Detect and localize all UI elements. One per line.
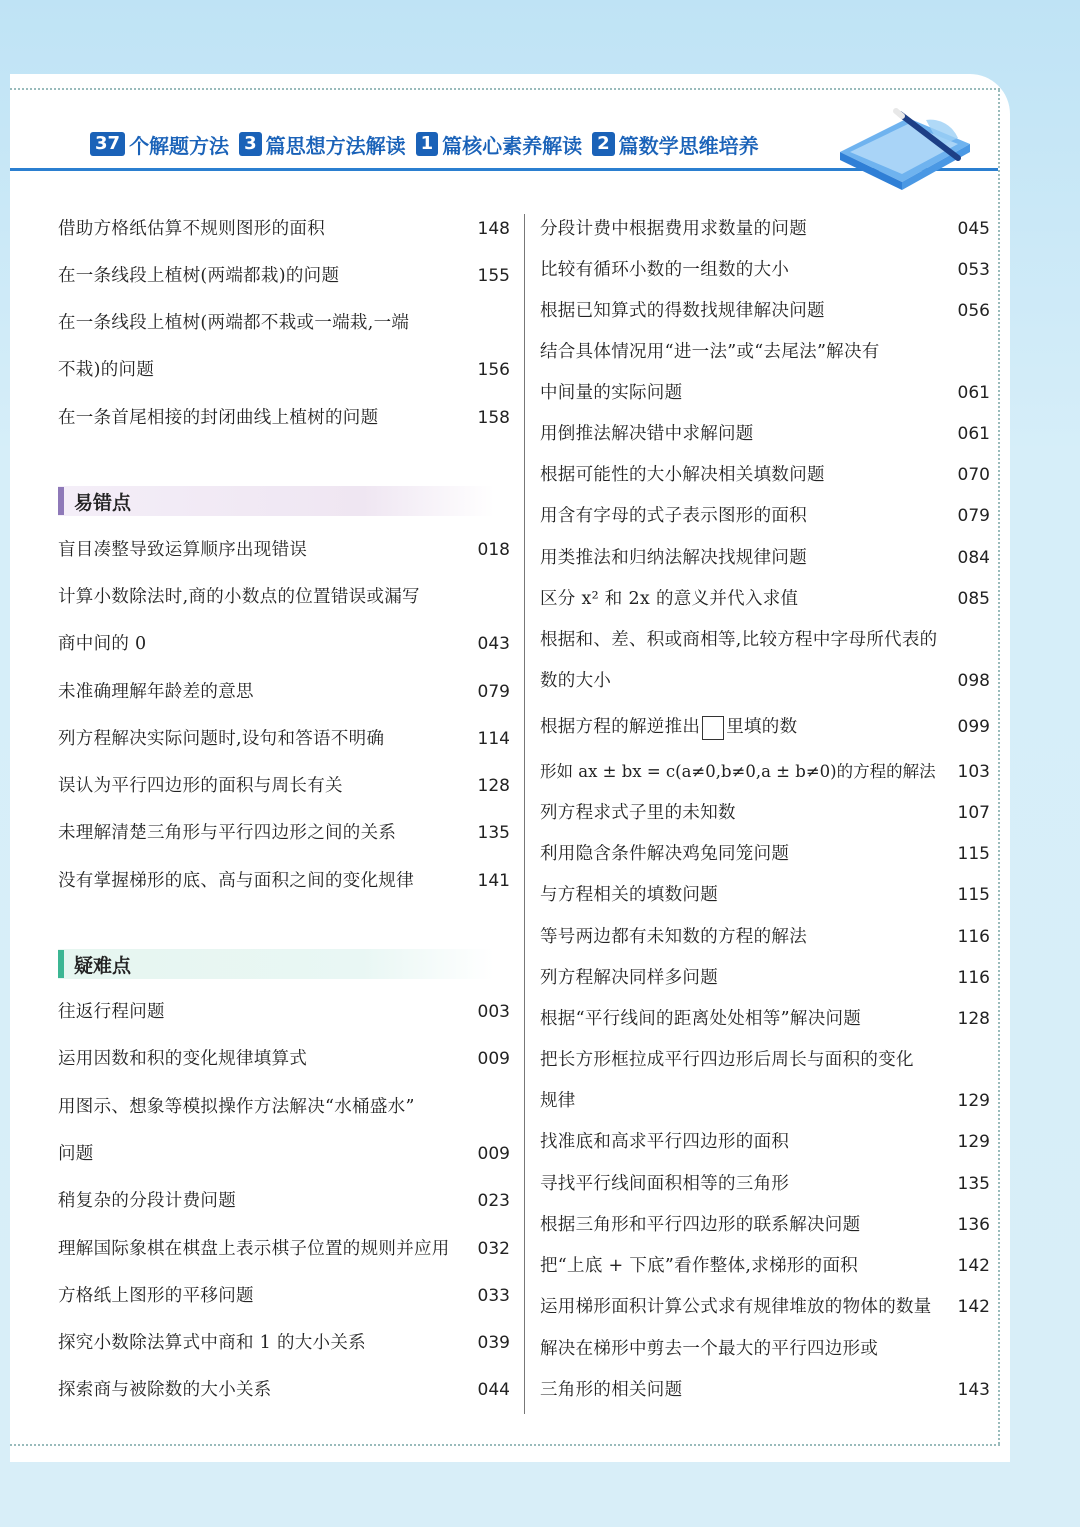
toc-entry[interactable]: [540, 503, 990, 529]
toc-entry[interactable]: [540, 1088, 990, 1114]
toc-entry[interactable]: [540, 882, 990, 908]
banner-text: 篇思想方法解读: [265, 133, 406, 158]
entry-page: 099: [957, 717, 990, 737]
banner-item-methods: [90, 130, 229, 159]
toc-entry[interactable]: [540, 800, 990, 826]
entry-page: 142: [957, 1297, 990, 1317]
entry-page: 114: [477, 729, 510, 749]
entry-page: 128: [477, 776, 510, 796]
entry-title: 把“上底 + 下底”看作整体,求梯形的面积: [540, 1256, 859, 1276]
entry-page: 135: [957, 1174, 990, 1194]
entry-page: 085: [957, 589, 990, 609]
section-title: 疑难点: [74, 954, 132, 977]
toc-entry[interactable]: [58, 1188, 510, 1214]
toc-entry[interactable]: [540, 1006, 990, 1032]
entry-title: 未准确理解年龄差的意思: [58, 682, 254, 702]
section-header-difficult-points: [58, 949, 494, 979]
entry-page: 003: [477, 1002, 510, 1022]
entry-page: 070: [957, 465, 990, 485]
toc-entry[interactable]: [540, 586, 990, 612]
toc-entry[interactable]: [540, 545, 990, 571]
entry-page: 009: [477, 1049, 510, 1069]
entry-page: 129: [957, 1132, 990, 1152]
toc-entry[interactable]: [58, 310, 510, 336]
banner-number: 37: [90, 132, 125, 156]
entry-title: 理解国际象棋在棋盘上表示棋子位置的规则并应用: [58, 1239, 450, 1259]
entry-title: 没有掌握梯形的底、高与面积之间的变化规律: [58, 871, 414, 891]
banner-number: 1: [416, 132, 439, 156]
entry-page: 032: [477, 1239, 510, 1259]
entry-title: 根据“平行线间的距离处处相等”解决问题: [540, 1009, 862, 1029]
entry-title: 运用梯形面积计算公式求有规律堆放的物体的数量: [540, 1297, 932, 1317]
entry-title: 用类推法和归纳法解决找规律问题: [540, 548, 807, 568]
banner-text: 篇数学思维培养: [618, 133, 759, 158]
dotted-border-bottom: [10, 1444, 1000, 1446]
entry-title: 把长方形框拉成平行四边形后周长与面积的变化: [540, 1050, 914, 1070]
entry-title: 稍复杂的分段计费问题: [58, 1191, 236, 1211]
entry-page: 043: [477, 634, 510, 654]
entry-title: 计算小数除法时,商的小数点的位置错误或漏写: [58, 587, 420, 607]
toc-entry[interactable]: [540, 257, 990, 283]
section-marker: [58, 950, 64, 978]
toc-entry[interactable]: [540, 1336, 990, 1362]
toc-entry[interactable]: [540, 1377, 990, 1403]
entry-page: 107: [957, 803, 990, 823]
toc-entry[interactable]: [58, 1330, 510, 1356]
entry-page: 136: [957, 1215, 990, 1235]
entry-title: 用倒推法解决错中求解问题: [540, 424, 754, 444]
entry-title: 列方程解决实际问题时,设句和答语不明确: [58, 729, 385, 749]
entry-title: 中间量的实际问题: [540, 383, 683, 403]
column-divider: [524, 214, 525, 1414]
entry-title: 根据和、差、积或商相等,比较方程中字母所代表的: [540, 630, 938, 650]
entry-page: 135: [477, 823, 510, 843]
toc-entry[interactable]: [58, 537, 510, 563]
toc-entry[interactable]: [540, 841, 990, 867]
entry-page: 116: [957, 968, 990, 988]
banner-item-thinking: [239, 130, 406, 159]
entry-page: 061: [957, 424, 990, 444]
entry-title: 根据三角形和平行四边形的联系解决问题: [540, 1215, 861, 1235]
entry-page: 115: [957, 844, 990, 864]
entry-page: 084: [957, 548, 990, 568]
entry-title: 不栽)的问题: [58, 360, 155, 380]
entry-title: 商中间的 0: [58, 634, 147, 654]
toc-entry[interactable]: [540, 216, 990, 242]
toc-entry[interactable]: [58, 357, 510, 383]
entry-page: 023: [477, 1191, 510, 1211]
toc-entry[interactable]: [58, 1094, 510, 1120]
toc-entry[interactable]: [540, 1047, 990, 1073]
toc-entry[interactable]: [540, 339, 990, 365]
entry-title: 三角形的相关问题: [540, 1380, 683, 1400]
entry-page: 156: [477, 360, 510, 380]
toc-entry[interactable]: [540, 1294, 990, 1320]
entry-title: 比较有循环小数的一组数的大小: [540, 260, 790, 280]
entry-page: 033: [477, 1286, 510, 1306]
entry-page: 115: [957, 885, 990, 905]
toc-entry[interactable]: [540, 1171, 990, 1197]
header-banner: [90, 126, 759, 162]
entry-title: 形如 ax ± bx = c(a≠0,b≠0,a ± b≠0)的方程的解法: [540, 762, 936, 781]
entry-title: 等号两边都有未知数的方程的解法: [540, 927, 807, 947]
entry-title: 列方程解决同样多问题: [540, 968, 718, 988]
dotted-border-top: [10, 88, 1000, 90]
entry-title: 未理解清楚三角形与平行四边形之间的关系: [58, 823, 397, 843]
toc-entry[interactable]: [58, 631, 510, 657]
toc-entry[interactable]: [540, 668, 990, 694]
entry-title: 用图示、想象等模拟操作方法解决“水桶盛水”: [58, 1097, 415, 1117]
entry-page: 103: [957, 762, 990, 782]
toc-entry[interactable]: [540, 462, 990, 488]
dotted-border-right: [998, 90, 1000, 1444]
book-and-pen-icon: [830, 100, 980, 192]
entry-title: 探究小数除法算式中商和 1 的大小关系: [58, 1333, 366, 1353]
blank-box-icon: [702, 716, 724, 740]
toc-entry[interactable]: [58, 1377, 510, 1403]
entry-page: 116: [957, 927, 990, 947]
entry-page: 079: [957, 506, 990, 526]
entry-page: 045: [957, 219, 990, 239]
entry-title: 借助方格纸估算不规则图形的面积: [58, 219, 325, 239]
entry-page: 148: [477, 219, 510, 239]
entry-title: 往返行程问题: [58, 1002, 165, 1022]
entry-page: 044: [477, 1380, 510, 1400]
entry-title: 列方程求式子里的未知数: [540, 803, 736, 823]
entry-title: 盲目凑整导致运算顺序出现错误: [58, 540, 308, 560]
toc-entry[interactable]: [540, 714, 990, 740]
toc-entry[interactable]: [540, 1129, 990, 1155]
entry-page: 129: [957, 1091, 990, 1111]
entry-title: 与方程相关的填数问题: [540, 885, 718, 905]
toc-entry[interactable]: [540, 965, 990, 991]
entry-page: 056: [957, 301, 990, 321]
entry-title: 找准底和高求平行四边形的面积: [540, 1132, 790, 1152]
entry-title-part: 里填的数: [726, 717, 798, 737]
entry-title: 用含有字母的式子表示图形的面积: [540, 506, 807, 526]
entry-page: 039: [477, 1333, 510, 1353]
toc-entry[interactable]: [58, 1046, 510, 1072]
entry-page: 141: [477, 871, 510, 891]
entry-title: 寻找平行线间面积相等的三角形: [540, 1174, 790, 1194]
toc-entry[interactable]: [58, 216, 510, 242]
entry-page: 098: [957, 671, 990, 691]
section-header-common-errors: [58, 486, 494, 516]
toc-entry[interactable]: [540, 1253, 990, 1279]
entry-page: 128: [957, 1009, 990, 1029]
entry-title: 结合具体情况用“进一法”或“去尾法”解决有: [540, 342, 880, 362]
section-title: 易错点: [74, 491, 132, 514]
toc-entry[interactable]: [540, 298, 990, 324]
toc-entry[interactable]: [540, 759, 990, 785]
entry-title: 利用隐含条件解决鸡兔同笼问题: [540, 844, 790, 864]
toc-entry[interactable]: [58, 679, 510, 705]
entry-page: 018: [477, 540, 510, 560]
entry-title: 误认为平行四边形的面积与周长有关: [58, 776, 343, 796]
entry-title: 在一条线段上植树(两端都不栽或一端栽,一端: [58, 313, 410, 333]
toc-entry[interactable]: [58, 726, 510, 752]
toc-entry[interactable]: [58, 405, 510, 431]
toc-entry[interactable]: [58, 999, 510, 1025]
entry-title: 运用因数和积的变化规律填算式: [58, 1049, 308, 1069]
toc-entry[interactable]: [540, 1212, 990, 1238]
banner-number: 3: [239, 132, 262, 156]
toc-entry[interactable]: [58, 584, 510, 610]
toc-entry[interactable]: [540, 421, 990, 447]
toc-entry[interactable]: [540, 380, 990, 406]
entry-page: 143: [957, 1380, 990, 1400]
toc-entry[interactable]: [58, 1283, 510, 1309]
entry-page: 158: [477, 408, 510, 428]
banner-item-mindset: [592, 130, 759, 159]
entry-title: 根据可能性的大小解决相关填数问题: [540, 465, 825, 485]
banner-number: 2: [592, 132, 615, 156]
toc-entry[interactable]: [540, 924, 990, 950]
entry-title: 分段计费中根据费用求数量的问题: [540, 219, 807, 239]
entry-title: 探索商与被除数的大小关系: [58, 1380, 272, 1400]
entry-title: 问题: [58, 1144, 94, 1164]
entry-page: 009: [477, 1144, 510, 1164]
entry-title: 规律: [540, 1091, 576, 1111]
banner-text: 个解题方法: [129, 133, 230, 158]
entry-title: [540, 714, 797, 740]
toc-entry[interactable]: [58, 773, 510, 799]
entry-title: 数的大小: [540, 671, 612, 691]
entry-title: 在一条线段上植树(两端都栽)的问题: [58, 266, 340, 286]
entry-page: 053: [957, 260, 990, 280]
toc-entry[interactable]: [58, 820, 510, 846]
entry-page: 155: [477, 266, 510, 286]
entry-title: 在一条首尾相接的封闭曲线上植树的问题: [58, 408, 379, 428]
banner-text: 篇核心素养解读: [442, 133, 583, 158]
entry-page: 061: [957, 383, 990, 403]
entry-title: 解决在梯形中剪去一个最大的平行四边形或: [540, 1339, 879, 1359]
entry-title: 方格纸上图形的平移问题: [58, 1286, 254, 1306]
entry-page: 142: [957, 1256, 990, 1276]
entry-title: 根据已知算式的得数找规律解决问题: [540, 301, 825, 321]
toc-entry[interactable]: [58, 868, 510, 894]
entry-title-part: 根据方程的解逆推出: [540, 717, 701, 737]
toc-entry[interactable]: [58, 1236, 510, 1262]
entry-page: 079: [477, 682, 510, 702]
toc-entry[interactable]: [540, 627, 990, 653]
banner-item-literacy: [416, 130, 583, 159]
toc-entry[interactable]: [58, 263, 510, 289]
toc-entry[interactable]: [58, 1141, 510, 1167]
section-marker: [58, 487, 64, 515]
entry-title: 区分 x² 和 2x 的意义并代入求值: [540, 589, 799, 609]
